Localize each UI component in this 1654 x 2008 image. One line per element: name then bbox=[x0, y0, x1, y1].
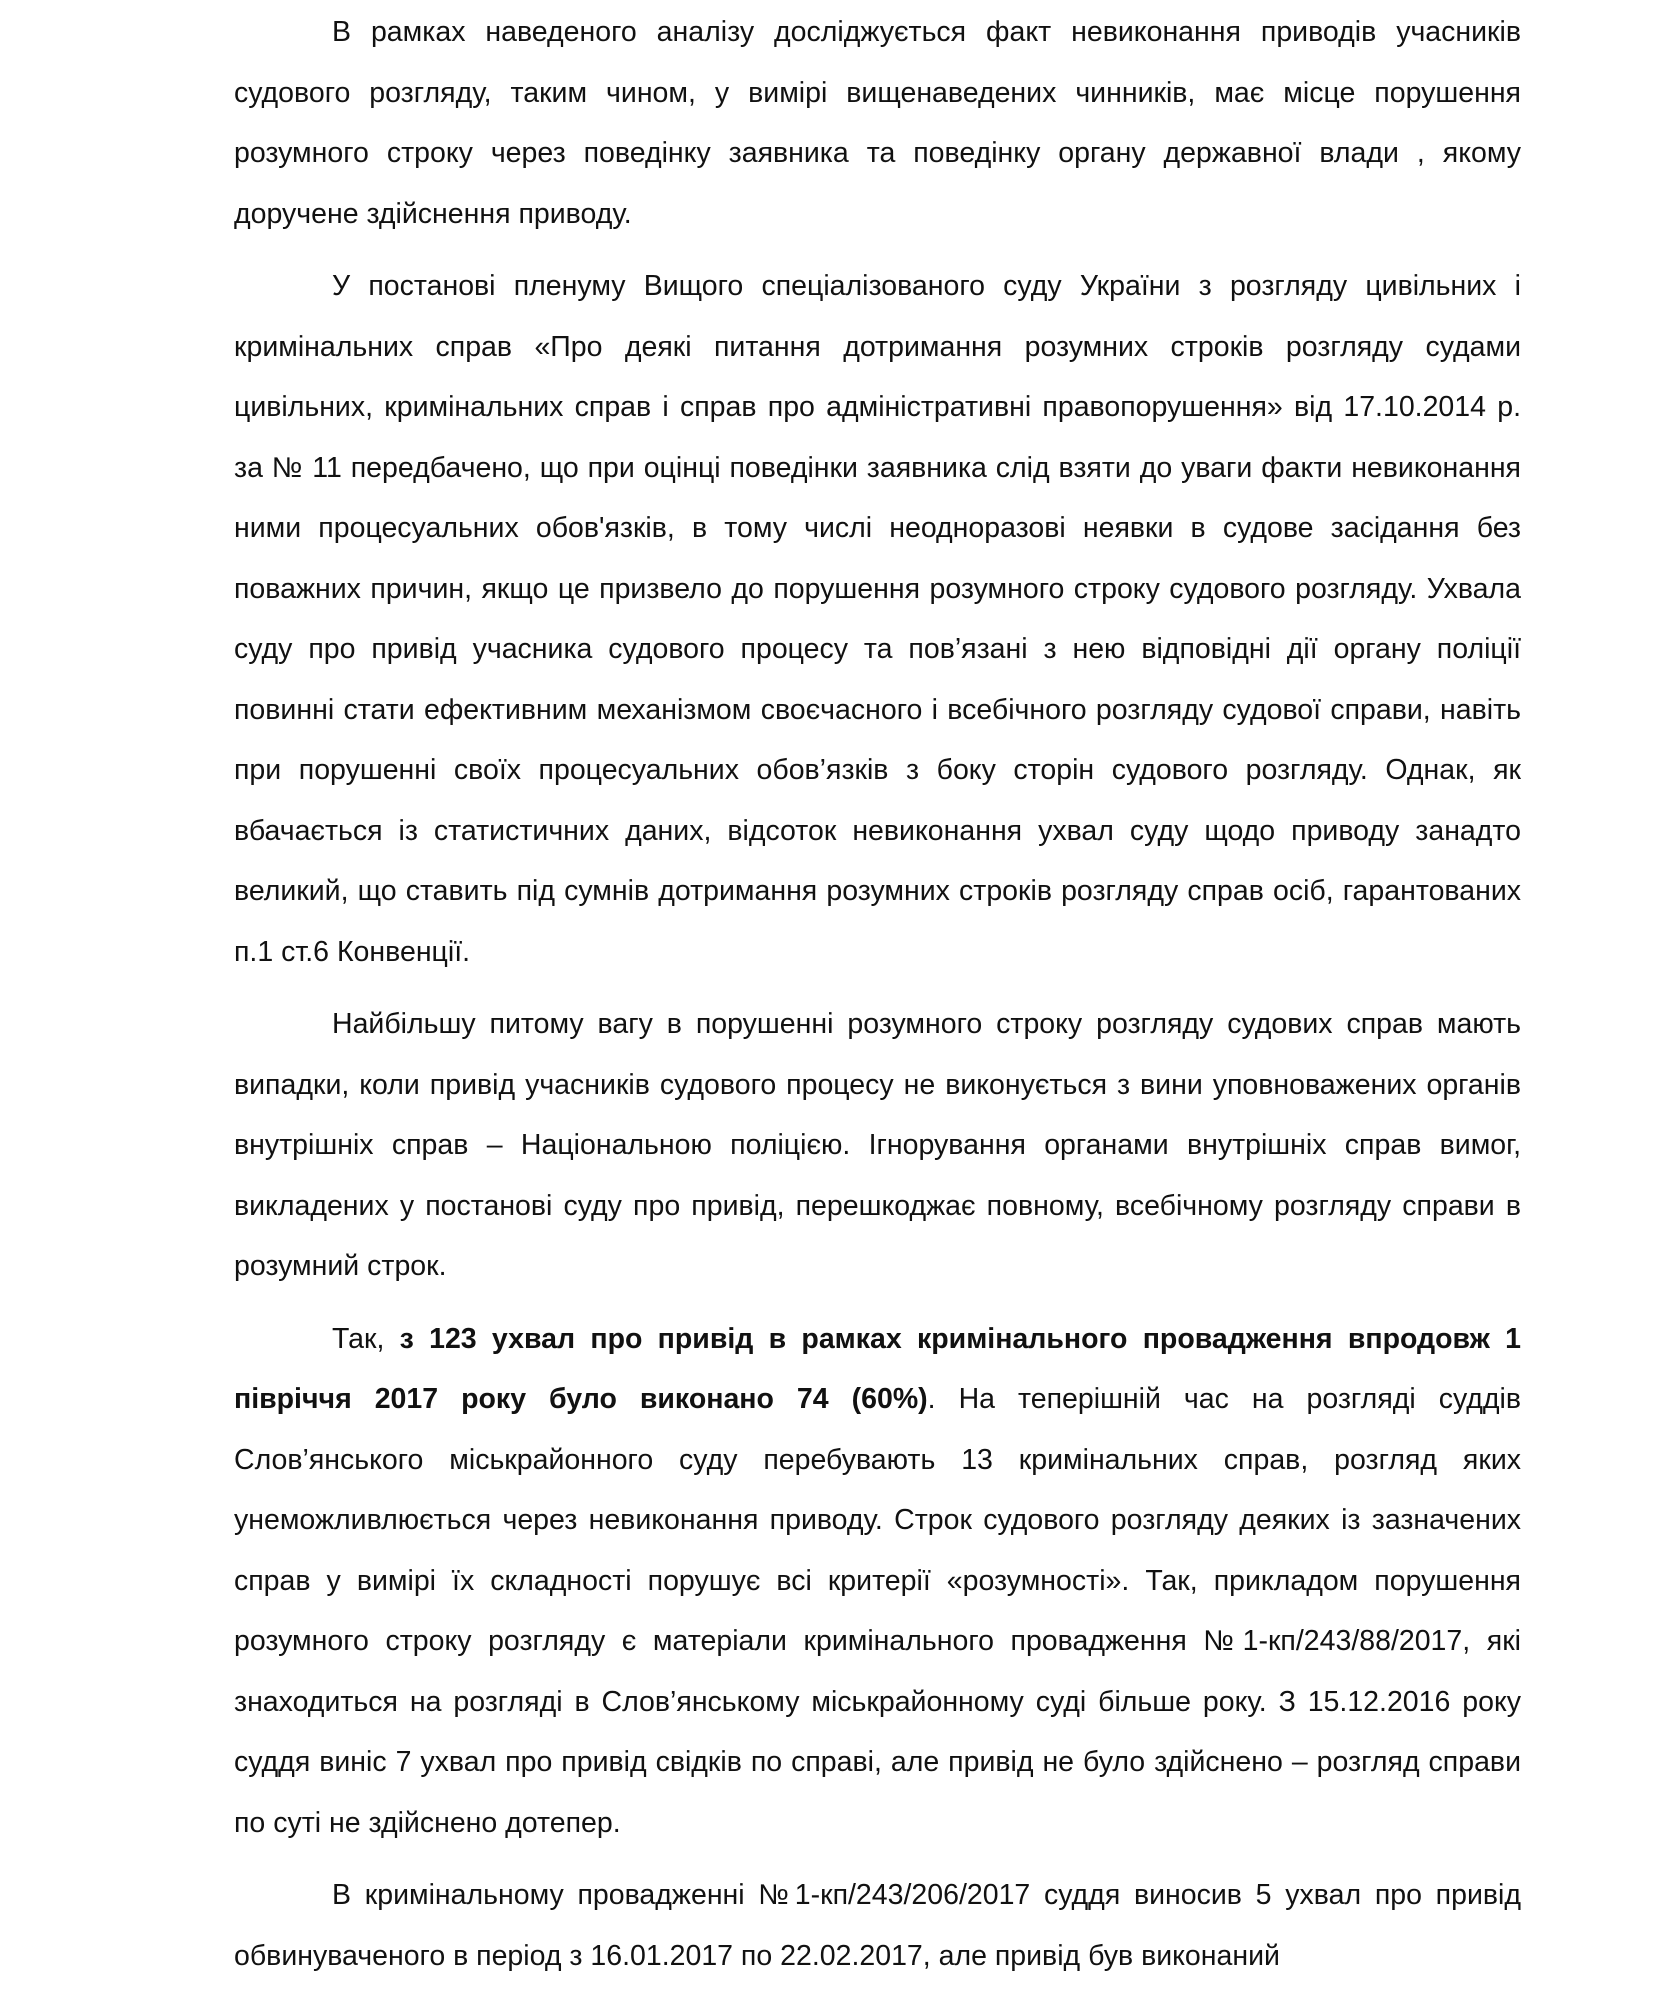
paragraph-1-text: В рамках наведеного аналізу досліджується факт невиконання приводів учасників судового розгляду, таким чином, у вимірі вищенаведених чинників, має місце порушення розумного строку через поведінку заявника та поведінку органу державної влади , якому доручене здійснення приводу. bbox=[234, 16, 1521, 230]
paragraph-5 bbox=[234, 1865, 1521, 1986]
paragraph-4-text-start: Так, bbox=[332, 1322, 400, 1355]
document-body bbox=[234, 2, 1521, 1986]
paragraph-4 bbox=[234, 1309, 1521, 1854]
paragraph-3-text: Найбільшу питому вагу в порушенні розумного строку розгляду судових справ мають випадки, коли привід учасників судового процесу не виконується з вини уповноважених органів внутрішніх справ – Національною поліцією. Ігнорування органами внутрішніх справ вимог, викладених у постанові суду про привід, перешкоджає повному, всебічному розгляду справи в розумний строк. bbox=[234, 1008, 1521, 1282]
paragraph-5-text: В кримінальному провадженні №1-кп/243/206/2017 суддя виносив 5 ухвал про привід обвинуваченого в період з 16.01.2017 по 22.02.2017, але привід був виконаний bbox=[234, 1879, 1521, 1972]
paragraph-4-text-end: . На теперішній час на розгляді суддів Слов’янського міськрайонного суду перебувають 13 кримінальних справ, розгляд яких унеможливлюється через невиконання приводу. Строк судового розгляду деяких із зазначених справ у вимірі їх складності порушує всі критерії «розумності». Так, прикладом порушення розумного строку розгляду є матеріали кримінального провадження №1-кп/243/88/2017, які знаходиться на розгляді в Слов’янському міськрайонному суді більше року. З 15.12.2016 року суддя виніс 7 ухвал про привід свідків по справі, але привід не було здійснено – розгляд справи по суті не здійснено дотепер. bbox=[234, 1383, 1521, 1839]
paragraph-4-bold-statistic: з 123 ухвал про привід в рамках кримінального провадження впродовж 1 півріччя 2017 року було виконано 74 (60%) bbox=[234, 1322, 1521, 1415]
paragraph-2-text: У постанові пленуму Вищого спеціалізованого суду України з розгляду цивільних і кримінальних справ «Про деякі питання дотримання розумних строків розгляду судами цивільних, кримінальних справ і справ про адміністративні правопорушення» від 17.10.2014 р. за № 11 передбачено, що при оцінці поведінки заявника слід взяти до уваги факти невиконання ними процесуальних обов'язків, в тому числі неодноразові неявки в судове засідання без поважних причин, якщо це призвело до порушення розумного строку судового розгляду. Ухвала суду про привід учасника судового процесу та пов’язані з нею відповідні дії органу поліції повинні стати ефективним механізмом своєчасного і всебічного розгляду судової справи, навіть при порушенні своїх процесуальних обов’язків з боку сторін судового розгляду. Однак, як вбачається із статистичних даних, відсоток невиконання ухвал суду щодо приводу занадто великий, що ставить під сумнів дотримання розумних строків розгляду справ осіб, гарантованих п.1 ст.6 Конвенції. bbox=[234, 270, 1521, 968]
paragraph-2 bbox=[234, 256, 1521, 982]
paragraph-3 bbox=[234, 994, 1521, 1297]
paragraph-1 bbox=[234, 2, 1521, 244]
